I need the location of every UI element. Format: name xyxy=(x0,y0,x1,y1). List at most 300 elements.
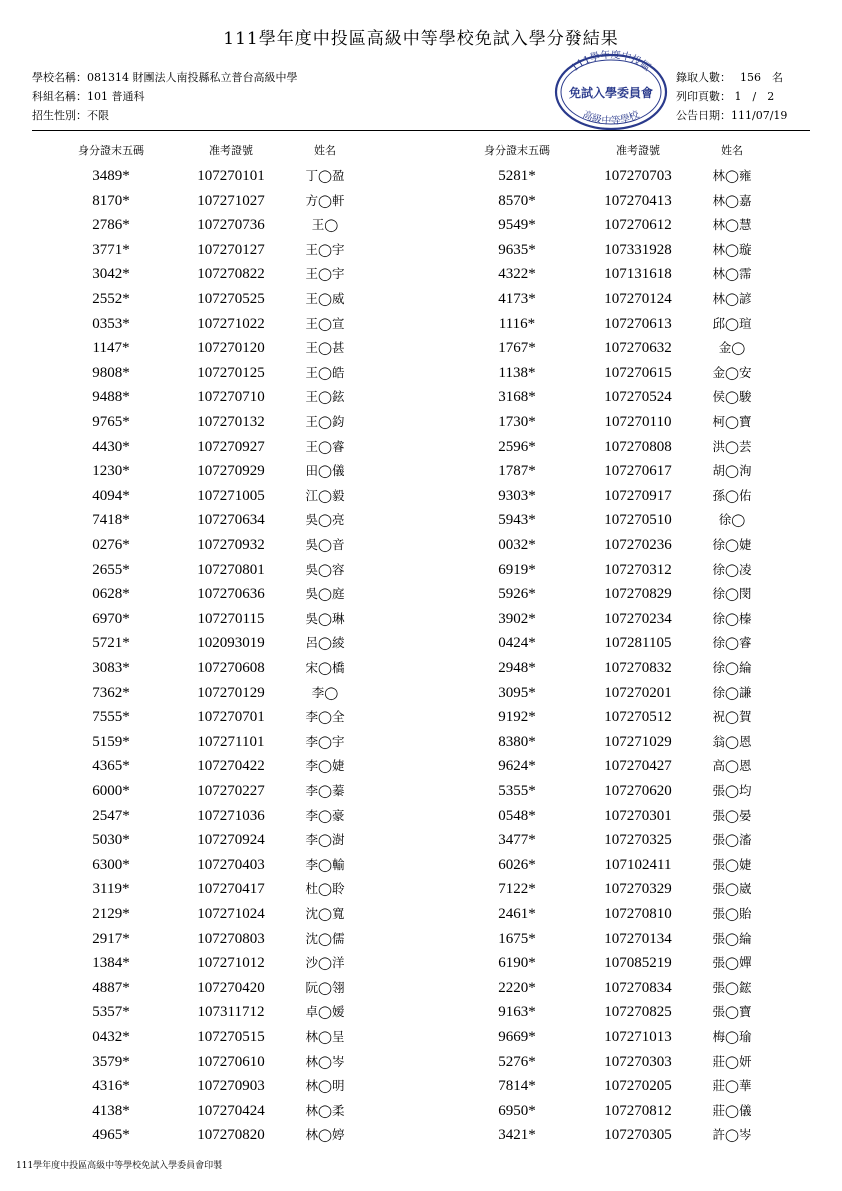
exam-number: 107270615 xyxy=(604,364,672,381)
exam-number: 107270125 xyxy=(197,364,265,381)
exam-number: 107271013 xyxy=(604,1029,672,1045)
id-suffix: 3095* xyxy=(498,684,536,701)
student-name: 張◯鋐 xyxy=(712,979,752,995)
student-name: 林◯諺 xyxy=(712,291,752,306)
table-row xyxy=(0,1050,842,1075)
student-name: 高◯恩 xyxy=(712,758,752,774)
exam-number: 107270617 xyxy=(604,463,672,480)
id-suffix: 5943* xyxy=(498,512,536,529)
table-row xyxy=(0,754,842,779)
exam-number: 107271101 xyxy=(197,733,265,750)
id-suffix: 1384* xyxy=(92,955,130,972)
id-suffix: 0432* xyxy=(92,1029,130,1045)
table-row xyxy=(0,1025,842,1050)
id-suffix: 2552* xyxy=(92,291,130,307)
id-suffix: 6000* xyxy=(92,783,130,799)
exam-number: 107311712 xyxy=(197,1004,265,1021)
exam-number: 107271036 xyxy=(197,807,265,824)
table-row xyxy=(0,1074,842,1099)
exam-number: 107270234 xyxy=(604,610,672,627)
id-suffix: 7814* xyxy=(498,1078,536,1095)
id-suffix: 3477* xyxy=(498,832,536,849)
id-suffix: 1767* xyxy=(498,340,536,357)
student-name: 林◯霈 xyxy=(712,266,752,282)
id-suffix: 4094* xyxy=(92,487,130,504)
student-name: 李◯全 xyxy=(305,709,345,725)
id-suffix: 5721* xyxy=(92,635,130,652)
exam-number: 107270303 xyxy=(604,1053,672,1070)
id-suffix: 7362* xyxy=(92,684,130,701)
exam-number: 107270403 xyxy=(197,856,265,873)
table-row xyxy=(0,189,842,214)
id-suffix: 9163* xyxy=(498,1004,536,1021)
student-name: 李◯澍 xyxy=(305,832,345,848)
student-name: 張◯滀 xyxy=(712,832,752,848)
table-row xyxy=(0,1099,842,1124)
committee-seal xyxy=(552,50,670,130)
student-name: 祝◯賀 xyxy=(712,709,752,725)
table-row xyxy=(0,877,842,902)
exam-number: 107270608 xyxy=(197,660,265,676)
student-name: 吳◯琳 xyxy=(305,610,345,626)
table-row xyxy=(0,853,842,878)
student-name: 徐◯睿 xyxy=(712,635,752,651)
id-suffix: 1147* xyxy=(92,340,130,357)
seal-top-text: 111學年度中投區 xyxy=(569,50,653,74)
exam-number: 107270312 xyxy=(604,561,672,578)
exam-number: 107270634 xyxy=(197,512,265,529)
seal-bottom-text: 高級中等學校 xyxy=(580,109,642,128)
table-row xyxy=(0,951,842,976)
student-name: 杜◯聆 xyxy=(305,881,345,897)
exam-number: 107271022 xyxy=(197,315,265,332)
id-suffix: 2220* xyxy=(498,979,536,996)
student-name: 張◯綸 xyxy=(712,930,752,946)
exam-number: 107270115 xyxy=(197,610,265,627)
student-name: 張◯均 xyxy=(712,783,752,798)
exam-number: 107270422 xyxy=(197,758,265,775)
id-suffix: 4365* xyxy=(92,758,130,775)
id-suffix: 0276* xyxy=(92,537,130,553)
exam-number: 107270736 xyxy=(197,217,265,234)
student-name: 卓◯嫒 xyxy=(305,1004,345,1020)
exam-number: 107270710 xyxy=(197,389,265,406)
id-suffix: 3168* xyxy=(498,389,536,406)
id-suffix: 4887* xyxy=(92,979,130,996)
exam-number: 107270636 xyxy=(197,586,265,603)
student-name: 王◯威 xyxy=(305,291,345,306)
table-row xyxy=(0,361,842,386)
exam-number: 107270134 xyxy=(604,930,672,947)
student-name: 柯◯寶 xyxy=(712,414,752,429)
student-name: 林◯雍 xyxy=(712,168,752,183)
student-name: 李◯宇 xyxy=(305,733,345,749)
exam-number: 107270129 xyxy=(197,684,265,701)
right-header-exam: 准考證號 xyxy=(616,144,660,157)
footer-note: 111學年度中投區高級中等學校免試入學委員會印製 xyxy=(16,1161,223,1171)
id-suffix: 2461* xyxy=(498,906,536,922)
exam-number: 107270420 xyxy=(197,979,265,996)
exam-number: 107270932 xyxy=(197,537,265,553)
announce-date: 公告日期：111/07/19 xyxy=(676,109,788,122)
id-suffix: 5276* xyxy=(498,1053,536,1070)
table-row xyxy=(0,385,842,410)
student-name: 翁◯恩 xyxy=(712,733,752,749)
id-suffix: 1116* xyxy=(498,315,536,332)
id-suffix: 2948* xyxy=(498,660,536,676)
exam-number: 107270305 xyxy=(604,1127,672,1144)
exam-number: 107102411 xyxy=(604,856,672,873)
student-name: 吳◯亮 xyxy=(305,512,345,528)
exam-number: 107270832 xyxy=(604,660,672,676)
exam-number: 107270524 xyxy=(604,389,672,406)
student-name: 王◯宇 xyxy=(305,266,345,282)
student-name: 林◯明 xyxy=(305,1078,345,1094)
id-suffix: 2655* xyxy=(92,561,130,578)
table-row xyxy=(0,312,842,337)
id-suffix: 9808* xyxy=(92,364,130,381)
student-name: 徐◯閔 xyxy=(712,586,752,602)
exam-number: 107270101 xyxy=(197,168,265,184)
left-header-name: 姓名 xyxy=(314,144,336,157)
student-name: 張◯寶 xyxy=(712,1004,752,1020)
student-name: 金◯ xyxy=(718,340,746,356)
exam-number: 107270325 xyxy=(604,832,672,849)
student-name: 張◯嬋 xyxy=(712,955,752,971)
id-suffix: 5281* xyxy=(498,168,536,184)
exam-number: 107281105 xyxy=(604,635,672,652)
exam-number: 107271027 xyxy=(197,192,265,209)
exam-number: 107270427 xyxy=(604,758,672,775)
id-suffix: 9669* xyxy=(498,1029,536,1045)
result-info xyxy=(676,68,787,125)
student-name: 李◯豪 xyxy=(305,807,345,823)
exam-number: 107270801 xyxy=(197,561,265,578)
student-name: 莊◯儀 xyxy=(712,1102,752,1118)
exam-number: 107270127 xyxy=(197,241,265,258)
student-name: 王◯宇 xyxy=(305,241,345,257)
student-name: 阮◯翎 xyxy=(305,979,345,995)
exam-number: 107270703 xyxy=(604,168,672,184)
student-name: 邱◯瑄 xyxy=(712,315,752,331)
student-name: 沈◯寬 xyxy=(305,906,345,921)
student-name: 王◯皓 xyxy=(305,364,345,380)
left-header-id: 身分證末五碼 xyxy=(78,144,144,157)
exam-number: 107270612 xyxy=(604,217,672,234)
table-row xyxy=(0,1000,842,1025)
exam-number: 107270610 xyxy=(197,1053,265,1070)
id-suffix: 7418* xyxy=(92,512,130,529)
exam-number: 107270812 xyxy=(604,1102,672,1119)
program-name: 科組名稱：101 普通科 xyxy=(32,90,145,103)
student-name: 張◯崴 xyxy=(712,881,752,897)
id-suffix: 5030* xyxy=(92,832,130,849)
exam-number: 107270205 xyxy=(604,1078,672,1095)
exam-number: 107270413 xyxy=(604,192,672,209)
table-row xyxy=(0,681,842,706)
student-name: 江◯毅 xyxy=(305,487,345,503)
exam-number: 107270808 xyxy=(604,438,672,455)
exam-number: 107271029 xyxy=(604,733,672,750)
table-row xyxy=(0,238,842,263)
id-suffix: 0032* xyxy=(498,537,536,553)
id-suffix: 5357* xyxy=(92,1004,130,1021)
student-name: 林◯璇 xyxy=(712,241,752,257)
table-row xyxy=(0,459,842,484)
exam-number: 107270829 xyxy=(604,586,672,603)
exam-number: 107270620 xyxy=(604,783,672,799)
school-name: 學校名稱：081314 財團法人南投縣私立普台高級中學 xyxy=(32,71,298,84)
id-suffix: 9192* xyxy=(498,709,536,726)
student-name: 徐◯綸 xyxy=(712,660,752,675)
id-suffix: 1138* xyxy=(498,364,536,381)
table-row xyxy=(0,336,842,361)
id-suffix: 5159* xyxy=(92,733,130,750)
exam-number: 107270822 xyxy=(197,266,265,283)
student-name: 胡◯洵 xyxy=(712,463,752,479)
id-suffix: 2917* xyxy=(92,930,130,947)
exam-number: 107270110 xyxy=(604,414,672,430)
exam-number: 107270820 xyxy=(197,1127,265,1144)
student-name: 李◯ xyxy=(311,684,339,700)
id-suffix: 6970* xyxy=(92,610,130,627)
id-suffix: 1730* xyxy=(498,414,536,430)
student-name: 徐◯婕 xyxy=(712,537,752,552)
table-row xyxy=(0,435,842,460)
id-suffix: 4965* xyxy=(92,1127,130,1144)
student-name: 徐◯榛 xyxy=(712,610,752,626)
table-row xyxy=(0,213,842,238)
id-suffix: 6026* xyxy=(498,856,536,873)
exam-number: 107270825 xyxy=(604,1004,672,1021)
student-name: 王◯甚 xyxy=(305,340,345,356)
student-name: 金◯安 xyxy=(712,364,752,380)
id-suffix: 3579* xyxy=(92,1053,130,1070)
id-suffix: 6919* xyxy=(498,561,536,578)
id-suffix: 4430* xyxy=(92,438,130,455)
id-suffix: 7555* xyxy=(92,709,130,726)
exam-number: 107270810 xyxy=(604,906,672,922)
exam-number: 107270924 xyxy=(197,832,265,849)
table-row xyxy=(0,607,842,632)
exam-number: 107270632 xyxy=(604,340,672,357)
student-name: 林◯柔 xyxy=(305,1102,345,1118)
exam-number: 107270515 xyxy=(197,1029,265,1045)
exam-number: 107270132 xyxy=(197,414,265,430)
student-name: 宋◯橋 xyxy=(305,660,345,675)
table-row xyxy=(0,164,842,189)
exam-number: 107271005 xyxy=(197,487,265,504)
exam-number: 107270917 xyxy=(604,487,672,504)
id-suffix: 6300* xyxy=(92,856,130,873)
student-name: 李◯婕 xyxy=(305,758,345,774)
exam-number: 107131618 xyxy=(604,266,672,283)
student-name: 林◯呈 xyxy=(305,1029,345,1044)
id-suffix: 8380* xyxy=(498,733,536,750)
exam-number: 107085219 xyxy=(604,955,672,972)
id-suffix: 3083* xyxy=(92,660,130,676)
student-name: 徐◯凌 xyxy=(712,561,752,577)
id-suffix: 3902* xyxy=(498,610,536,627)
student-name: 莊◯華 xyxy=(712,1078,752,1094)
exam-number: 107270124 xyxy=(604,291,672,307)
id-suffix: 5926* xyxy=(498,586,536,603)
id-suffix: 7122* xyxy=(498,881,536,898)
id-suffix: 1787* xyxy=(498,463,536,480)
exam-number: 107270510 xyxy=(604,512,672,529)
student-name: 丁◯盈 xyxy=(305,168,345,183)
student-name: 田◯儀 xyxy=(305,463,345,479)
student-name: 張◯貽 xyxy=(712,906,752,921)
table-row xyxy=(0,828,842,853)
student-name: 吳◯容 xyxy=(305,561,345,577)
student-name: 方◯軒 xyxy=(305,192,345,208)
exam-number: 107271012 xyxy=(197,955,265,972)
student-name: 張◯婕 xyxy=(712,856,752,872)
student-name: 張◯晏 xyxy=(712,807,752,823)
exam-number: 102093019 xyxy=(197,635,265,652)
id-suffix: 2547* xyxy=(92,807,130,824)
student-name: 林◯慧 xyxy=(712,217,752,233)
id-suffix: 3771* xyxy=(92,241,130,258)
student-name: 王◯鈞 xyxy=(305,414,345,429)
table-row xyxy=(0,779,842,804)
id-suffix: 0548* xyxy=(498,807,536,824)
exam-number: 107331928 xyxy=(604,241,672,258)
exam-number: 107270803 xyxy=(197,930,265,947)
student-name: 侯◯駿 xyxy=(712,389,752,405)
student-name: 孫◯佑 xyxy=(712,487,752,503)
id-suffix: 8570* xyxy=(498,192,536,209)
exam-number: 107270834 xyxy=(604,979,672,996)
table-row xyxy=(0,558,842,583)
table-row xyxy=(0,927,842,952)
student-name: 吳◯音 xyxy=(305,537,345,552)
student-name: 王◯ xyxy=(311,217,339,233)
table-row xyxy=(0,804,842,829)
table-row xyxy=(0,533,842,558)
student-name: 許◯岑 xyxy=(712,1127,752,1143)
exam-number: 107271024 xyxy=(197,906,265,922)
id-suffix: 2596* xyxy=(498,438,536,455)
right-header-id: 身分證末五碼 xyxy=(484,144,550,157)
id-suffix: 9549* xyxy=(498,217,536,234)
student-name: 徐◯ xyxy=(718,512,746,528)
student-name: 沈◯儒 xyxy=(305,930,345,946)
student-name: 林◯岑 xyxy=(305,1053,345,1069)
student-name: 王◯鉉 xyxy=(305,389,345,405)
id-suffix: 9765* xyxy=(92,414,130,430)
exam-number: 107270927 xyxy=(197,438,265,455)
id-suffix: 4173* xyxy=(498,291,536,307)
page-count: 列印頁數： 1 / 2 xyxy=(676,90,775,103)
left-header-exam: 准考證號 xyxy=(209,144,253,157)
exam-number: 107270701 xyxy=(197,709,265,726)
table-row xyxy=(0,730,842,755)
id-suffix: 6190* xyxy=(498,955,536,972)
table-row xyxy=(0,287,842,312)
student-name: 梅◯瑜 xyxy=(712,1029,752,1044)
student-name: 李◯輸 xyxy=(305,856,345,872)
id-suffix: 3042* xyxy=(92,266,130,283)
id-suffix: 5355* xyxy=(498,783,536,799)
student-name: 林◯婷 xyxy=(305,1127,345,1143)
exam-number: 107270236 xyxy=(604,537,672,553)
student-name: 吳◯庭 xyxy=(305,586,345,602)
exam-number: 107270201 xyxy=(604,684,672,701)
id-suffix: 4322* xyxy=(498,266,536,283)
exam-number: 107270417 xyxy=(197,881,265,898)
id-suffix: 9624* xyxy=(498,758,536,775)
student-name: 莊◯妍 xyxy=(712,1053,752,1069)
exam-number: 107270120 xyxy=(197,340,265,357)
id-suffix: 9635* xyxy=(498,241,536,258)
page-title: 111學年度中投區高級中等學校免試入學分發結果 xyxy=(223,29,619,49)
student-name: 呂◯綾 xyxy=(305,635,345,651)
id-suffix: 0353* xyxy=(92,315,130,332)
table-row xyxy=(0,976,842,1001)
id-suffix: 1230* xyxy=(92,463,130,480)
id-suffix: 4316* xyxy=(92,1078,130,1095)
id-suffix: 2786* xyxy=(92,217,130,234)
table-row xyxy=(0,582,842,607)
table-row xyxy=(0,484,842,509)
header-divider xyxy=(32,130,810,131)
id-suffix: 3421* xyxy=(498,1127,536,1144)
right-header-name: 姓名 xyxy=(721,144,743,157)
exam-number: 107270227 xyxy=(197,783,265,799)
exam-number: 107270903 xyxy=(197,1078,265,1095)
admitted-count: 錄取人數： 156 名 xyxy=(676,71,783,84)
student-name: 王◯宣 xyxy=(305,315,345,331)
table-row xyxy=(0,902,842,927)
exam-number: 107270512 xyxy=(604,709,672,726)
exam-number: 107270301 xyxy=(604,807,672,824)
student-name: 沙◯洋 xyxy=(305,955,345,971)
school-info xyxy=(32,68,298,125)
id-suffix: 8170* xyxy=(92,192,130,209)
id-suffix: 9488* xyxy=(92,389,130,406)
table-row xyxy=(0,656,842,681)
id-suffix: 0628* xyxy=(92,586,130,603)
id-suffix: 4138* xyxy=(92,1102,130,1119)
seal-middle-text: 免試入學委員會 xyxy=(568,86,654,100)
id-suffix: 3119* xyxy=(92,881,130,898)
id-suffix: 6950* xyxy=(498,1102,536,1119)
id-suffix: 9303* xyxy=(498,487,536,504)
student-name: 林◯嘉 xyxy=(712,192,752,208)
exam-number: 107270424 xyxy=(197,1102,265,1119)
student-name: 李◯蓁 xyxy=(305,783,345,798)
table-row xyxy=(0,410,842,435)
id-suffix: 3489* xyxy=(92,168,130,184)
id-suffix: 2129* xyxy=(92,906,130,922)
gender-restriction: 招生性別：不限 xyxy=(32,109,109,122)
id-suffix: 0424* xyxy=(498,635,536,652)
table-row xyxy=(0,631,842,656)
exam-number: 107270525 xyxy=(197,291,265,307)
exam-number: 107270929 xyxy=(197,463,265,480)
table-row xyxy=(0,705,842,730)
id-suffix: 1675* xyxy=(498,930,536,947)
student-name: 徐◯謙 xyxy=(712,684,752,700)
student-name: 洪◯芸 xyxy=(712,438,752,454)
exam-number: 107270613 xyxy=(604,315,672,332)
student-name: 王◯睿 xyxy=(305,438,345,454)
exam-number: 107270329 xyxy=(604,881,672,898)
table-row xyxy=(0,1123,842,1148)
table-row xyxy=(0,262,842,287)
